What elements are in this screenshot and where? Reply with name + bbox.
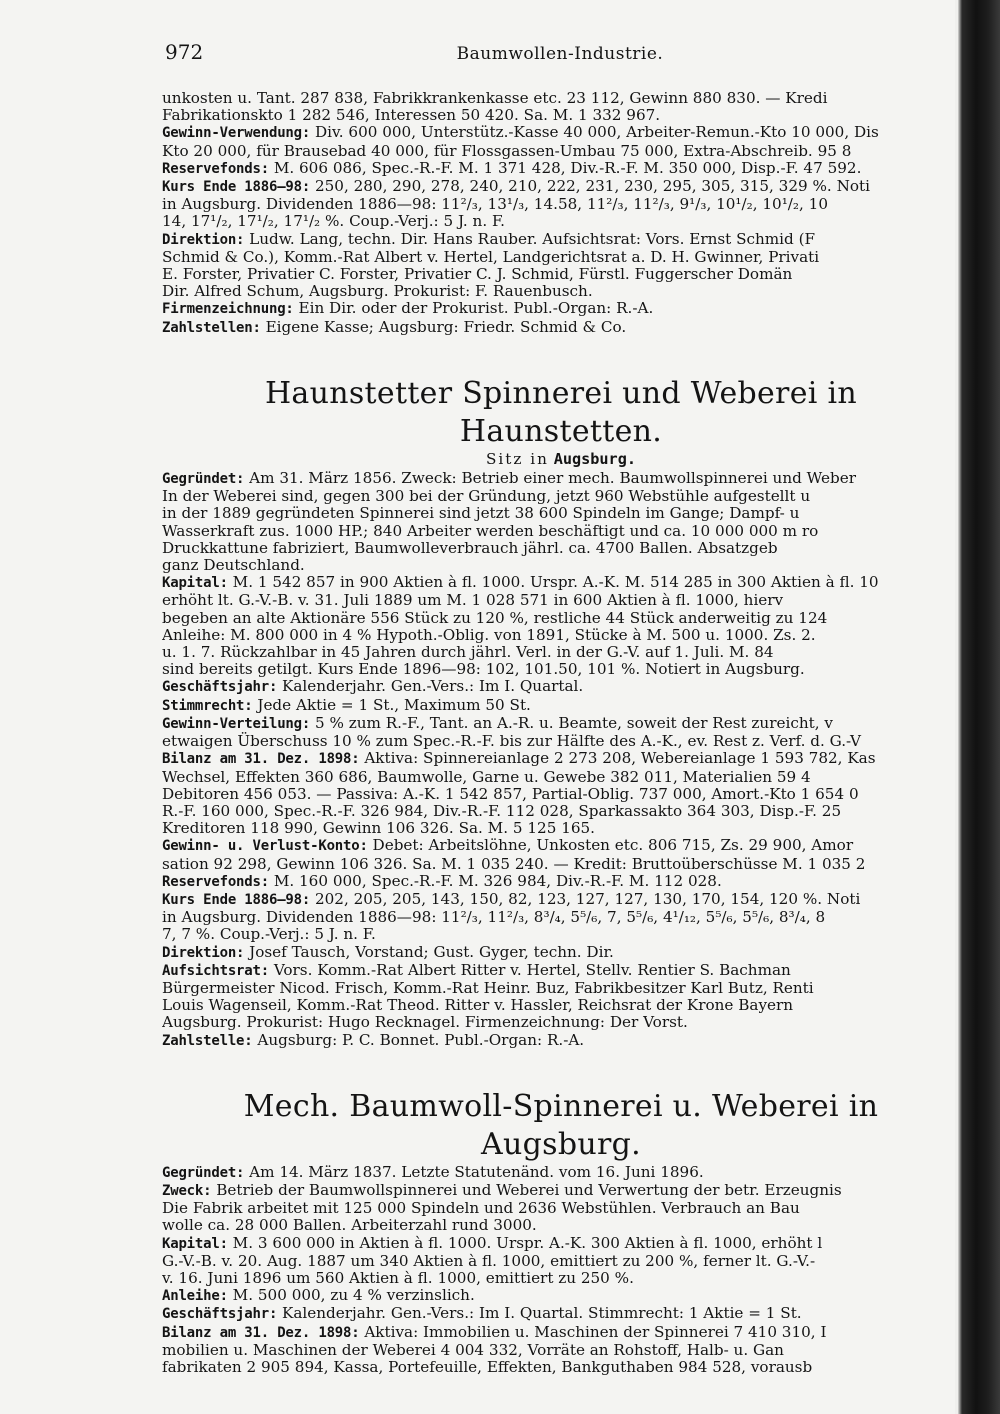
entry-text: Die Fabrik arbeitet mit 125 000 Spindeln und 2636 Webstühlen. Verbrauch an Bau <box>162 1199 800 1218</box>
scan-edge-shadow <box>958 0 1000 1414</box>
section-title-haunstetter: Haunstetter Spinnerei und Weberei in Haunstetten. <box>264 375 858 449</box>
entry-paragraph <box>162 1164 960 1182</box>
entry-line <box>162 961 960 980</box>
entry-text: sind bereits getilgt. Kurs Ende 1896—98: 102, 101.50, 101 %. Notiert in Augsburg. <box>162 660 805 679</box>
entry-text: Eigene Kasse; Augsburg: Friedr. Schmid & Co. <box>265 318 627 336</box>
entry-label: Bilanz am 31. Dez. 1898: <box>162 1324 360 1341</box>
entry-text: Schmid & Co.), Komm.-Rat Albert v. Hertel, Landgerichtsrat a. D. H. Gwinner, Privati <box>162 247 820 266</box>
entry-text: M. 1 542 857 in 900 Aktien à fl. 1000. Urspr. A.-K. M. 514 285 in 300 Aktien à fl. 10 <box>232 574 879 592</box>
entry-line <box>162 750 960 768</box>
entry-line <box>162 1031 960 1050</box>
entry-line <box>162 106 960 125</box>
entry-line <box>162 978 960 997</box>
entry-label: Stimmrecht: <box>162 697 253 714</box>
entry-paragraph <box>162 891 960 944</box>
seat-city: Augsburg. <box>553 449 636 468</box>
entry-line <box>162 300 960 318</box>
page-content <box>162 90 960 1376</box>
entry-label: Firmenzeichnung: <box>162 301 294 318</box>
entry-label: Geschäftsjahr: <box>162 679 278 696</box>
entry-text: Div. 600 000, Unterstütz.-Kasse 40 000, Arbeiter-Remun.-Kto 10 000, Dis <box>314 124 879 142</box>
entry-text: Wechsel, Effekten 360 686, Baumwolle, Garne u. Gewebe 382 011, Materialien 59 4 <box>162 767 811 786</box>
entry-text: M. 3 600 000 in Aktien à fl. 1000. Urspr. A.-K. 300 Aktien à fl. 1000, erhöht l <box>232 1234 823 1252</box>
entry-paragraph <box>162 873 960 891</box>
entry-text: in der 1889 gegründeten Spinnerei sind jetzt 38 600 Spindeln im Gange; Dampf- u <box>162 504 800 523</box>
entry-text: Fabrikationskto 1 282 546, Interessen 50 420. Sa. M. 1 332 967. <box>162 106 661 125</box>
entry-paragraph <box>162 231 960 301</box>
entry-line <box>162 854 960 873</box>
entry-paragraph <box>162 1287 960 1305</box>
entry-line <box>162 1216 960 1235</box>
entry-label: Kapital: <box>162 575 228 592</box>
entry-text: Vors. Komm.-Rat Albert Ritter v. Hertel, Stellv. Rentier S. Bachman <box>273 961 791 979</box>
entry-label: Kurs Ende 1886—98: <box>162 891 311 908</box>
entry-line <box>162 212 960 231</box>
entry-text: R.-F. 160 000, Spec.-R.-F. 326 984, Div.-R.-F. 112 028, Sparkassakto 364 303, Disp.-F. 25 <box>162 801 842 820</box>
entry-line <box>162 1234 960 1253</box>
entry-label: Zahlstelle: <box>162 1032 253 1049</box>
entry-line <box>162 178 960 196</box>
section-title-augsburg: Mech. Baumwoll-Spinnerei u. Weberei in Augsburg. <box>243 1088 879 1162</box>
entry-text: Kalenderjahr. Gen.-Vers.: Im I. Quartal. <box>282 678 584 696</box>
entry-text: In der Weberei sind, gegen 300 bei der Gründung, jetzt 960 Webstühle aufgestellt u <box>162 487 811 506</box>
entry-paragraph <box>162 715 960 750</box>
entry-paragraph <box>162 124 960 159</box>
entry-label: Gewinn-Verwendung: <box>162 125 311 142</box>
entry-line <box>162 996 960 1015</box>
entry-paragraph <box>162 1032 960 1050</box>
entry-line <box>162 625 960 644</box>
entry-line <box>162 696 960 715</box>
entry-text: ganz Deutschland. <box>162 556 305 575</box>
entry-text: mobilien u. Maschinen der Weberei 4 004 332, Vorräte an Rohstoff, Halb- u. Gan <box>162 1340 784 1359</box>
entry-paragraph <box>162 1324 960 1377</box>
entry-line <box>162 819 960 838</box>
entry-text: M. 160 000, Spec.-R.-F. M. 326 984, Div.-R.-F. M. 112 028. <box>273 872 722 890</box>
entry-text: Augsburg: P. C. Bonnet. Publ.-Organ: R.-A. <box>257 1031 585 1049</box>
entry-line <box>162 141 960 160</box>
entry-paragraph <box>162 837 960 872</box>
entry-line <box>162 318 960 337</box>
entry-line <box>162 556 960 575</box>
entry-line <box>162 1323 960 1342</box>
entry-label: Direktion: <box>162 231 245 248</box>
entry-label: Kurs Ende 1886—98: <box>162 179 311 196</box>
entry-label: Reservefonds: <box>162 160 269 177</box>
entry-line <box>162 908 960 927</box>
company-seat <box>162 451 960 468</box>
entry-text: Kalenderjahr. Gen.-Vers.: Im I. Quartal. Stimmrecht: 1 Aktie = 1 St. <box>282 1305 802 1323</box>
entry-text: Debitoren 456 053. — Passiva: A.-K. 1 542 857, Partial-Oblig. 737 000, Amort.-Kto 1 654 0 <box>162 784 859 803</box>
augsburg-entries <box>162 1164 960 1376</box>
entry-line <box>162 195 960 214</box>
entry-label: Gewinn- u. Verlust-Konto: <box>162 838 368 855</box>
entry-text: 202, 205, 205, 143, 150, 82, 123, 127, 127, 130, 170, 154, 120 %. Noti <box>314 890 861 908</box>
entry-line <box>162 643 960 662</box>
entry-text: Louis Wagenseil, Komm.-Rat Theod. Ritter v. Hassler, Reichsrat der Krone Bayern <box>162 996 794 1015</box>
previous-company-entry <box>162 90 960 337</box>
entry-text: wolle ca. 28 000 Ballen. Arbeiterzahl rund 3000. <box>162 1216 537 1235</box>
entry-line <box>162 90 960 107</box>
entry-line <box>162 1357 960 1376</box>
entry-line <box>162 890 960 909</box>
entry-text: Aktiva: Spinnereianlage 2 273 208, Webereianlage 1 593 782, Kas <box>364 750 876 768</box>
entry-label: Geschäftsjahr: <box>162 1306 278 1323</box>
entry-paragraph <box>162 90 960 124</box>
entry-text: Anleihe: M. 800 000 in 4 % Hypoth.-Oblig. von 1891, Stücke à M. 500 u. 1000. Zs. 2. <box>162 625 816 644</box>
entry-paragraph <box>162 470 960 574</box>
entry-text: Wasserkraft zus. 1000 HP.; 840 Arbeiter werden beschäftigt und ca. 10 000 000 m ro <box>162 521 819 540</box>
entry-line <box>162 591 960 610</box>
entry-line <box>162 732 960 751</box>
entry-label: Bilanz am 31. Dez. 1898: <box>162 751 360 768</box>
entry-paragraph <box>162 574 960 678</box>
entry-line <box>162 247 960 266</box>
entry-paragraph <box>162 1305 960 1323</box>
entry-line <box>162 487 960 506</box>
entry-text: 250, 280, 290, 278, 240, 210, 222, 231, 230, 295, 305, 315, 329 %. Noti <box>314 178 870 196</box>
entry-text: Augsburg. Prokurist: Hugo Recknagel. Firmenzeichnung: Der Vorst. <box>162 1013 688 1032</box>
entry-line <box>162 837 960 855</box>
entry-paragraph <box>162 944 960 962</box>
entry-text: in Augsburg. Dividenden 1886—98: 11²/₃, 11²/₃, 8³/₄, 5⁵/₆, 7, 5⁵/₆, 4¹/₁₂, 5⁵/₆, 5⁵/₆, 8³/₄, 8 <box>162 908 826 927</box>
haunstetter-entries <box>162 470 960 1050</box>
entry-line <box>162 230 960 249</box>
seat-prefix: Sitz in <box>486 449 549 468</box>
entry-line <box>162 159 960 178</box>
entry-line <box>162 282 960 301</box>
entry-text: Betrieb der Baumwollspinnerei und Weberei und Verwertung der betr. Erzeugnis <box>216 1181 842 1199</box>
entry-line <box>162 1251 960 1270</box>
entry-text: Am 14. März 1837. Letzte Statutenänd. vom 16. Juni 1896. <box>249 1163 704 1181</box>
entry-text: begeben an alte Aktionäre 556 Stück zu 120 %, restliche 44 Stück anderweitig zu 124 <box>162 608 828 627</box>
entry-text: M. 500 000, zu 4 % verzinslich. <box>232 1287 475 1305</box>
entry-line <box>162 784 960 803</box>
entry-line <box>162 521 960 540</box>
entry-paragraph <box>162 678 960 696</box>
entry-text: Josef Tausch, Vorstand; Gust. Gyger, techn. Dir. <box>249 943 614 961</box>
entry-text: in Augsburg. Dividenden 1886—98: 11²/₃, 13¹/₃, 14.58, 11²/₃, 11²/₃, 9¹/₃, 10¹/₂, 10¹/₂, 10 <box>162 195 828 214</box>
entry-text: Kto 20 000, für Brausebad 40 000, für Flossgassen-Umbau 75 000, Extra-Abschreib. 95 8 <box>162 141 852 160</box>
entry-text: u. 1. 7. Rückzahlbar in 45 Jahren durch jährl. Verl. in der G.-V. auf 1. Juli. M. 84 <box>162 643 774 662</box>
entry-text: Debet: Arbeitslöhne, Unkosten etc. 806 715, Zs. 29 900, Amor <box>372 837 854 855</box>
entry-text: G.-V.-B. v. 20. Aug. 1887 um 340 Aktien à fl. 1000, emittiert zu 200 %, ferner lt. G.-V.- <box>162 1251 816 1270</box>
entry-label: Direktion: <box>162 944 245 961</box>
entry-text: 14, 17¹/₂, 17¹/₂, 17¹/₂ %. Coup.-Verj.: 5 J. n. F. <box>162 212 505 231</box>
entry-label: Kapital: <box>162 1235 228 1252</box>
running-title: Baumwollen-Industrie. <box>456 44 664 64</box>
entry-text: Druckkattune fabriziert, Baumwolleverbrauch jährl. ca. 4700 Ballen. Absatzgeb <box>162 538 778 557</box>
entry-line <box>162 124 960 142</box>
entry-paragraph <box>162 1235 960 1288</box>
entry-paragraph <box>162 697 960 715</box>
entry-line <box>162 767 960 786</box>
entry-text: Ein Dir. oder der Prokurist. Publ.-Organ: R.-A. <box>298 300 654 318</box>
entry-label: Anleihe: <box>162 1288 228 1305</box>
entry-line <box>162 1305 960 1323</box>
entry-text: Jede Aktie = 1 St., Maximum 50 St. <box>257 696 531 714</box>
entry-text: 5 % zum R.-F., Tant. an A.-R. u. Beamte, soweit der Rest zureicht, v <box>314 714 833 732</box>
entry-line <box>162 574 960 592</box>
entry-line <box>162 678 960 696</box>
entry-label: Reservefonds: <box>162 873 269 890</box>
entry-line <box>162 943 960 962</box>
entry-text: Kreditoren 118 990, Gewinn 106 326. Sa. M. 5 125 165. <box>162 819 596 838</box>
entry-text: E. Forster, Privatier C. Forster, Privatier C. J. Schmid, Fürstl. Fuggerscher Domän <box>162 265 793 284</box>
entry-text: fabrikaten 2 905 894, Kassa, Portefeuille, Effekten, Bankguthaben 984 528, vorausb <box>162 1357 813 1376</box>
entry-line <box>162 872 960 891</box>
entry-label: Gegründet: <box>162 471 245 488</box>
entry-line <box>162 660 960 679</box>
entry-line <box>162 1287 960 1305</box>
entry-line <box>162 1268 960 1287</box>
entry-paragraph <box>162 178 960 231</box>
entry-paragraph <box>162 750 960 837</box>
entry-text: v. 16. Juni 1896 um 560 Aktien à fl. 1000, emittiert zu 250 %. <box>162 1268 634 1287</box>
entry-paragraph <box>162 160 960 178</box>
entry-line <box>162 608 960 627</box>
entry-text: 7, 7 %. Coup.-Verj.: 5 J. n. F. <box>162 925 376 944</box>
entry-line <box>162 265 960 284</box>
entry-text: unkosten u. Tant. 287 838, Fabrikkrankenkasse etc. 23 112, Gewinn 880 830. — Kredi <box>162 90 828 107</box>
entry-paragraph <box>162 1182 960 1235</box>
entry-line <box>162 538 960 557</box>
entry-paragraph <box>162 300 960 318</box>
entry-line <box>162 1013 960 1032</box>
entry-line <box>162 1340 960 1359</box>
entry-line <box>162 1163 960 1182</box>
entry-line <box>162 714 960 733</box>
entry-text: Am 31. März 1856. Zweck: Betrieb einer mech. Baumwollspinnerei und Weber <box>249 470 856 488</box>
entry-line <box>162 801 960 820</box>
entry-label: Gegründet: <box>162 1164 245 1181</box>
page-number: 972 <box>165 40 204 64</box>
entry-text: Aktiva: Immobilien u. Maschinen der Spinnerei 7 410 310, I <box>364 1323 827 1341</box>
entry-line <box>162 470 960 488</box>
entry-text: M. 606 086, Spec.-R.-F. M. 1 371 428, Div.-R.-F. M. 350 000, Disp.-F. 47 592. <box>273 159 862 177</box>
entry-line <box>162 925 960 944</box>
entry-text: sation 92 298, Gewinn 106 326. Sa. M. 1 035 240. — Kredit: Bruttoüberschüsse M. 1 035 2 <box>162 854 866 873</box>
entry-text: Bürgermeister Nicod. Frisch, Komm.-Rat Heinr. Buz, Fabrikbesitzer Karl Butz, Renti <box>162 978 814 997</box>
entry-paragraph <box>162 962 960 1032</box>
entry-label: Gewinn-Verteilung: <box>162 715 311 732</box>
entry-line <box>162 504 960 523</box>
entry-label: Aufsichtsrat: <box>162 962 269 979</box>
entry-label: Zahlstellen: <box>162 319 261 336</box>
entry-label: Zweck: <box>162 1182 212 1199</box>
page-header <box>165 40 955 70</box>
entry-text: Dir. Alfred Schum, Augsburg. Prokurist: F. Rauenbusch. <box>162 282 593 301</box>
entry-text: etwaigen Überschuss 10 % zum Spec.-R.-F. bis zur Hälfte des A.-K., ev. Rest z. Verf. d. G.-V <box>162 732 862 751</box>
entry-text: erhöht lt. G.-V.-B. v. 31. Juli 1889 um M. 1 028 571 in 600 Aktien à fl. 1000, hierv <box>162 591 784 610</box>
entry-text: Ludw. Lang, techn. Dir. Hans Rauber. Aufsichtsrat: Vors. Ernst Schmid (F <box>249 230 816 248</box>
entry-paragraph <box>162 319 960 337</box>
entry-line <box>162 1181 960 1200</box>
entry-line <box>162 1199 960 1218</box>
